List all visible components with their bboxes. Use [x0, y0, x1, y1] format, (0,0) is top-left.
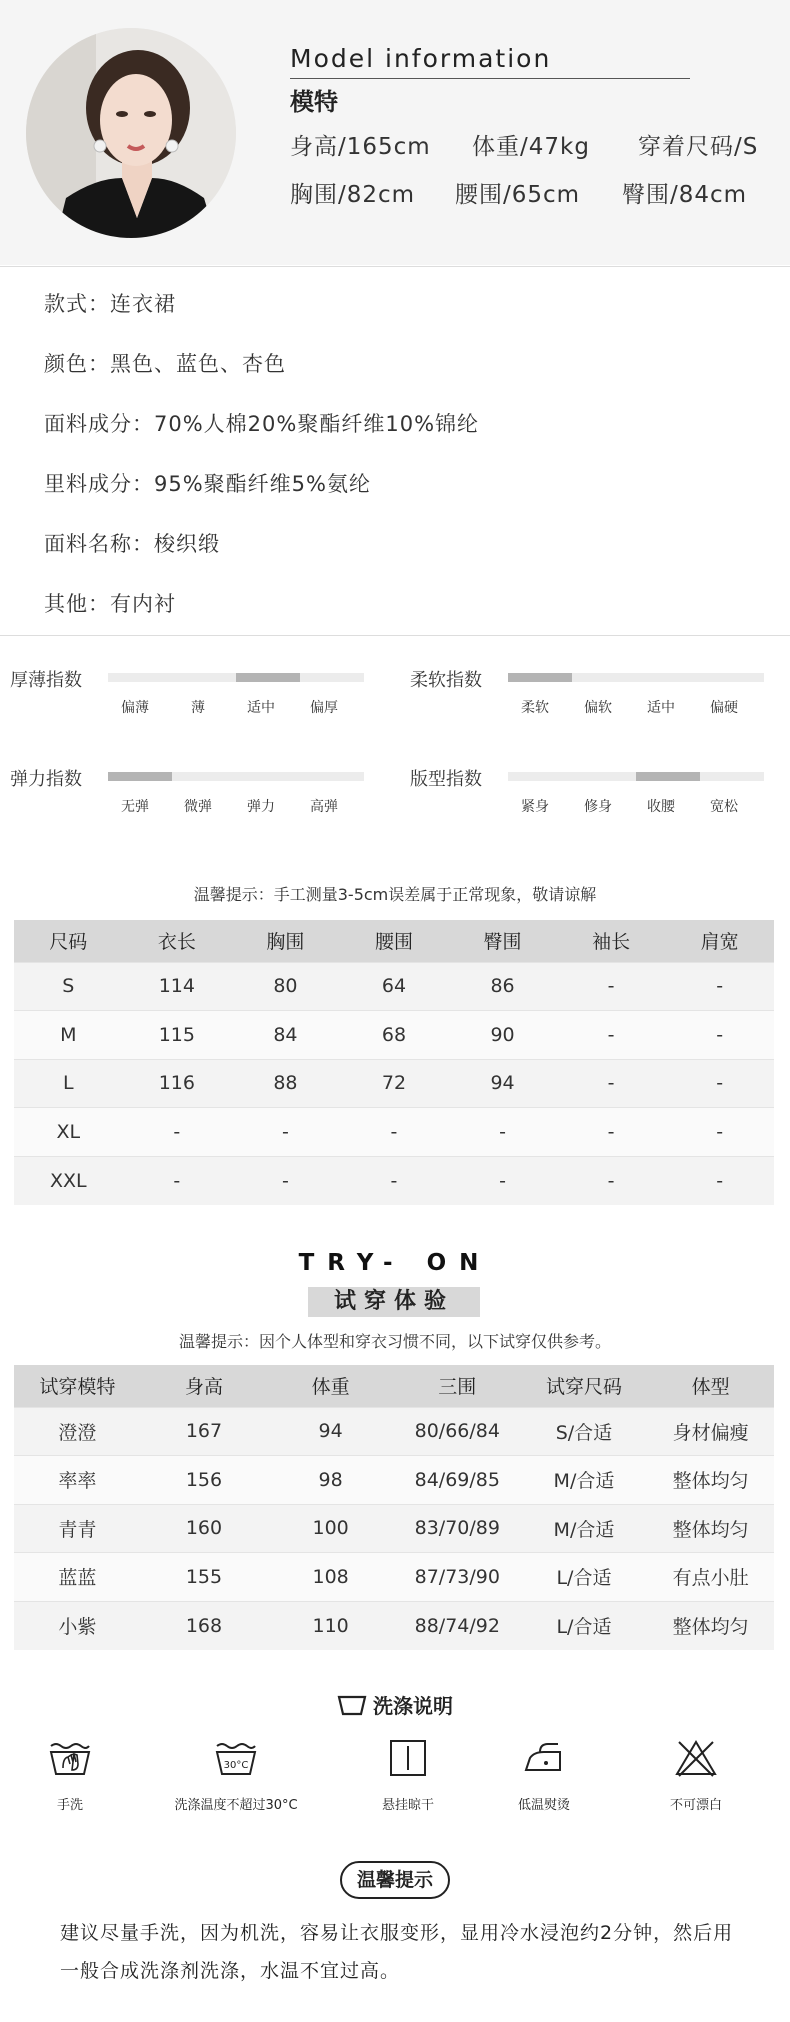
model-title-cn: 模特 — [290, 88, 338, 116]
table-cell: 98 — [267, 1456, 394, 1505]
attr-fabric: 面料成分：70%人棉20%聚酯纤维10%锦纶 — [44, 412, 480, 436]
model-weight: 体重/47kg — [472, 134, 590, 160]
index-tick: 收腰 — [647, 799, 675, 815]
table-header-cell: 胸围 — [231, 920, 340, 962]
table-cell: 87/73/90 — [394, 1553, 521, 1602]
table-cell: XL — [14, 1108, 123, 1157]
index-track — [508, 673, 764, 682]
index-tick: 适中 — [647, 700, 675, 716]
table-cell: L/合适 — [521, 1601, 648, 1650]
table-row — [14, 1059, 774, 1108]
table-cell: 整体均匀 — [647, 1456, 774, 1505]
index-track — [108, 772, 364, 781]
table-cell: - — [665, 962, 774, 1011]
table-cell: - — [448, 1108, 557, 1157]
table-cell: 160 — [141, 1504, 268, 1553]
table-cell: - — [557, 1011, 666, 1060]
table-cell: 116 — [123, 1059, 232, 1108]
table-row — [14, 1407, 774, 1456]
index-level — [236, 673, 300, 682]
index-level — [508, 673, 572, 682]
attr-style: 款式：连衣裙 — [44, 292, 176, 316]
tryon-title-cn: 试穿体验 — [308, 1287, 480, 1317]
index-label: 厚薄指数 — [10, 670, 82, 691]
table-header-cell: 尺码 — [14, 920, 123, 962]
index-tick: 偏厚 — [310, 700, 338, 716]
hang-dry-icon — [388, 1738, 428, 1778]
tip-badge: 温馨提示 — [340, 1861, 450, 1899]
wash-item-hand — [0, 1738, 150, 1813]
wash-title-text: 洗涤说明 — [373, 1694, 453, 1718]
table-cell: 168 — [141, 1601, 268, 1650]
index-label: 弹力指数 — [10, 769, 82, 790]
table-row — [14, 1553, 774, 1602]
no-bleach-icon — [674, 1738, 718, 1778]
table-header-cell: 身高 — [141, 1365, 268, 1407]
attr-color: 颜色：黑色、蓝色、杏色 — [44, 352, 286, 376]
wash-30-icon — [214, 1738, 258, 1778]
table-cell: 94 — [267, 1407, 394, 1456]
table-cell: - — [665, 1156, 774, 1205]
model-height: 身高/165cm — [290, 134, 431, 160]
table-row — [14, 1108, 774, 1157]
table-cell: - — [557, 1108, 666, 1157]
table-cell: - — [231, 1108, 340, 1157]
wash-label-hang: 悬挂晾干 — [381, 1798, 434, 1813]
index-tick: 宽松 — [710, 799, 738, 815]
table-cell: - — [123, 1156, 232, 1205]
table-cell: 80 — [231, 962, 340, 1011]
index-level — [636, 772, 700, 781]
tryon-title-en: TRY- ON — [298, 1250, 492, 1276]
low-iron-icon — [522, 1738, 566, 1778]
index-tick: 弹力 — [247, 799, 275, 815]
model-waist: 腰围/65cm — [455, 182, 581, 208]
table-cell: S — [14, 962, 123, 1011]
temp-icon-text: 30°C — [223, 1760, 249, 1771]
table-cell: - — [557, 1059, 666, 1108]
size-note: 温馨提示：手工测量3-5cm误差属于正常现象，敬请谅解 — [193, 885, 597, 904]
table-cell: 80/66/84 — [394, 1407, 521, 1456]
wash-title — [0, 1690, 790, 1719]
index-tick: 微弹 — [184, 799, 212, 815]
table-cell: - — [665, 1011, 774, 1060]
model-info-section — [0, 0, 790, 265]
table-cell: 108 — [267, 1553, 394, 1602]
table-cell: M/合适 — [521, 1504, 648, 1553]
table-cell: S/合适 — [521, 1407, 648, 1456]
table-cell: 86 — [448, 962, 557, 1011]
table-cell: 83/70/89 — [394, 1504, 521, 1553]
tryon-note: 温馨提示：因个人体型和穿衣习惯不同，以下试穿仅供参考。 — [178, 1332, 611, 1351]
table-cell: XXL — [14, 1156, 123, 1205]
wash-item-temp — [156, 1738, 316, 1813]
basin-icon — [337, 1694, 367, 1716]
table-header-cell: 衣长 — [123, 920, 232, 962]
table-cell: 澄澄 — [14, 1407, 141, 1456]
model-size: 穿着尺码/S — [638, 134, 759, 160]
index-level — [108, 772, 172, 781]
table-cell: 蓝蓝 — [14, 1553, 141, 1602]
index-tick: 无弹 — [121, 799, 149, 815]
table-cell: 整体均匀 — [647, 1504, 774, 1553]
attr-fabric-name: 面料名称：梭织缎 — [44, 532, 220, 556]
table-cell: 有点小肚 — [647, 1553, 774, 1602]
model-bust: 胸围/82cm — [290, 182, 416, 208]
index-tick: 偏薄 — [121, 700, 149, 716]
index-tick: 偏软 — [584, 700, 612, 716]
table-cell: L/合适 — [521, 1553, 648, 1602]
table-cell: M — [14, 1011, 123, 1060]
table-row — [14, 1156, 774, 1205]
table-cell: L — [14, 1059, 123, 1108]
tryon-table — [14, 1365, 774, 1650]
index-tick: 偏硬 — [710, 700, 738, 716]
table-cell: 小紫 — [14, 1601, 141, 1650]
table-cell: 94 — [448, 1059, 557, 1108]
wash-label-temp: 洗涤温度不超过30°C — [174, 1798, 298, 1813]
table-row — [14, 1011, 774, 1060]
index-tick: 薄 — [191, 700, 205, 716]
table-cell: - — [665, 1108, 774, 1157]
table-cell: 90 — [448, 1011, 557, 1060]
size-table — [14, 920, 774, 1205]
table-cell: 68 — [340, 1011, 449, 1060]
index-track — [508, 772, 764, 781]
title-underline — [290, 78, 690, 79]
index-tick: 紧身 — [521, 799, 549, 815]
table-cell: - — [340, 1108, 449, 1157]
wash-item-nobleach — [616, 1738, 776, 1813]
table-cell: 167 — [141, 1407, 268, 1456]
model-photo — [26, 28, 236, 238]
table-cell: 整体均匀 — [647, 1601, 774, 1650]
table-header-cell: 臀围 — [448, 920, 557, 962]
index-label: 版型指数 — [410, 769, 482, 790]
table-header-cell: 体重 — [267, 1365, 394, 1407]
table-cell: 115 — [123, 1011, 232, 1060]
wash-label-nobleach: 不可漂白 — [669, 1798, 722, 1813]
table-row — [14, 1456, 774, 1505]
table-cell: - — [231, 1156, 340, 1205]
tip-text: 建议尽量手洗，因为机洗，容易让衣服变形，显用冷水浸泡约2分钟，然后用一般合成洗涤剂洗涤，水温不宜过高。 — [60, 1922, 734, 1982]
attr-other: 其他：有内衬 — [44, 592, 176, 616]
product-attributes — [0, 266, 790, 636]
table-cell: M/合适 — [521, 1456, 648, 1505]
table-cell: - — [665, 1059, 774, 1108]
index-tick: 高弹 — [310, 799, 338, 815]
table-cell: 青青 — [14, 1504, 141, 1553]
table-cell: 84 — [231, 1011, 340, 1060]
table-cell: - — [123, 1108, 232, 1157]
attr-lining: 里料成分：95%聚酯纤维5%氨纶 — [44, 472, 371, 496]
table-header-cell: 三围 — [394, 1365, 521, 1407]
table-header-cell: 袖长 — [557, 920, 666, 962]
table-header-cell: 体型 — [647, 1365, 774, 1407]
wash-label-iron: 低温熨烫 — [517, 1798, 570, 1813]
table-row — [14, 962, 774, 1011]
index-tick: 柔软 — [521, 700, 549, 716]
table-cell: - — [448, 1156, 557, 1205]
index-label: 柔软指数 — [410, 670, 482, 691]
table-header-cell: 腰围 — [340, 920, 449, 962]
table-cell: 身材偏瘦 — [647, 1407, 774, 1456]
table-row — [14, 1601, 774, 1650]
table-cell: 72 — [340, 1059, 449, 1108]
table-cell: 155 — [141, 1553, 268, 1602]
table-header-cell: 试穿尺码 — [521, 1365, 648, 1407]
hand-wash-icon — [48, 1738, 92, 1778]
table-cell: 88 — [231, 1059, 340, 1108]
wash-label-hand: 手洗 — [56, 1798, 83, 1813]
table-cell: 84/69/85 — [394, 1456, 521, 1505]
table-row — [14, 1504, 774, 1553]
table-cell: - — [340, 1156, 449, 1205]
wash-item-iron — [464, 1738, 624, 1813]
table-cell: 114 — [123, 962, 232, 1011]
table-cell: - — [557, 962, 666, 1011]
table-cell: 88/74/92 — [394, 1601, 521, 1650]
table-header-cell: 肩宽 — [665, 920, 774, 962]
index-track — [108, 673, 364, 682]
index-tick: 修身 — [584, 799, 612, 815]
index-tick: 适中 — [247, 700, 275, 716]
table-cell: 64 — [340, 962, 449, 1011]
table-cell: 100 — [267, 1504, 394, 1553]
table-header-cell: 试穿模特 — [14, 1365, 141, 1407]
table-cell: 率率 — [14, 1456, 141, 1505]
model-hip: 臀围/84cm — [622, 182, 748, 208]
table-cell: 110 — [267, 1601, 394, 1650]
table-cell: 156 — [141, 1456, 268, 1505]
model-title-en: Model information — [290, 44, 552, 73]
table-cell: - — [557, 1156, 666, 1205]
